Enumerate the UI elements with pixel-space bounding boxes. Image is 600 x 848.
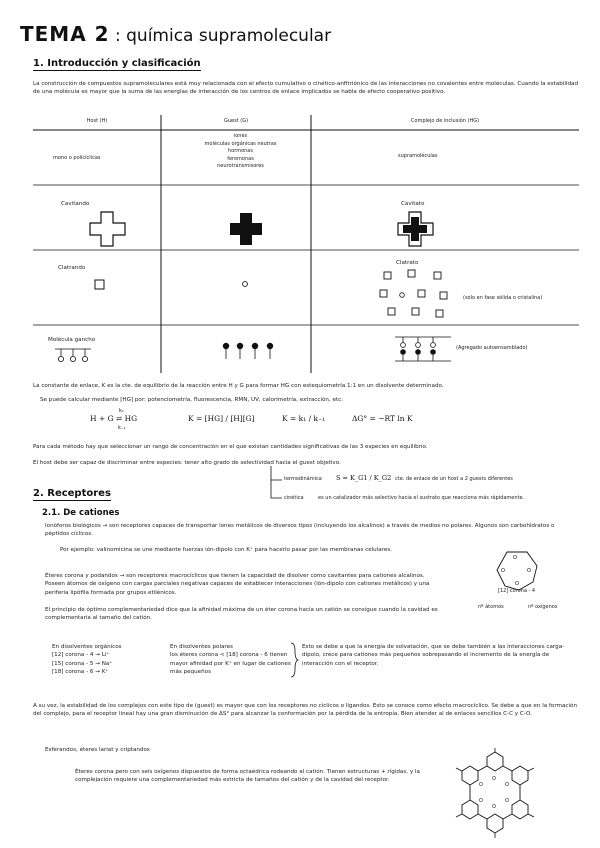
solvent-line: En disolventes orgánicos [52, 644, 122, 650]
title-tema: TEMA 2 [20, 22, 110, 46]
note-text-2: El host debe ser capaz de discriminar entre especies: tener alto grado de selectividad hacia el guest objetivo. [33, 460, 341, 466]
crown-principle-text: El principio de óptimo complementariedad dice que la afinidad máxima de un éter corona hacia un catión se consigue cuando la cavidad es complementaria al tamaño del catión. [45, 607, 438, 622]
equation-gibbs: ΔG° = −RT ln K [352, 414, 413, 423]
title-colon: : [114, 26, 121, 46]
polar-line: En disolventes polares [170, 644, 233, 650]
solvent-line: [18] corona - 6 → K⁺ [52, 669, 109, 676]
svg-text:O: O [479, 782, 483, 788]
crown-label: [12] corona - 4 [498, 588, 536, 594]
header-host: Host (H) [86, 118, 108, 124]
spherands-heading: Esferandos, éteres lariat y criptandos [45, 747, 150, 753]
header-complex: Complejo de inclusión (HG) [410, 118, 480, 124]
polar-solvent-block [170, 643, 291, 677]
selectivity-thermo-formula: S = K_G1 / K_G2 [336, 474, 392, 482]
ionophores-text: Ionóforos biológicos → son receptores capaces de transportar iones metálicos de diversos tipos (incluyendo los alcalinos) a través de medios no polares. Algunos son carbohidratos o péptidos cíclicos. [45, 523, 555, 538]
svg-text:O: O [479, 798, 483, 804]
row3-complex: Clatrato [396, 260, 419, 266]
guest-lollipops-icon [218, 341, 278, 363]
cavitand-cross-icon [88, 210, 128, 248]
svg-text:O: O [515, 581, 519, 587]
title-subtitle: química supramolecular [126, 26, 332, 46]
row2-complex: Cavitato [401, 201, 425, 207]
guest-item: iones [233, 133, 248, 139]
selectivity-kinetic-note: es un catalizador más selectivo hacia el sustrato que reacciona más rápidamente. [318, 495, 525, 501]
crown-ethers-text: Éteres corona y podandos → son receptores macrocíclicos que tienen la capacidad de disolver como cavitantes para cationes alcalinos. Poseen átomos de oxígeno con cargas parciales negativas capaces de establecer interacciones (ión-dipolo con cationes metálicos) y una periferia lipófila formada por grupos etilénicos. [45, 573, 430, 596]
section2-subheading: 2.1. De cationes [42, 508, 120, 518]
row4-note: (Agregado autoensamblado) [456, 345, 528, 351]
solvent-line: [15] corona - 5 → Na⁺ [52, 660, 113, 667]
svg-text:O: O [527, 568, 531, 574]
methods-text: Se puede calcular mediante [HG] por: potenciometría, fluorescencia, RMN, UV, calorimetría, extracción, etc. [40, 397, 344, 403]
row1-guests [183, 133, 298, 171]
guest-item: hormonas [228, 148, 253, 154]
constant-text: La constante de enlace, K es la cte. de equilibrio de la reacción entre H y G para formar HG con estequiometría 1:1 en un disolvente determinado. [33, 383, 444, 389]
guest-item: feromonas [227, 155, 254, 162]
row3-note: (sólo en fase sólida o cristalina) [463, 295, 543, 301]
row2-host: Cavitando [61, 201, 90, 207]
row3-host: Clatrando [58, 265, 86, 271]
guest-cross-icon [229, 212, 263, 246]
equation-k1: k₁ [119, 408, 124, 414]
row1-host: mono o policíclicas [53, 155, 101, 161]
clathrand-square-icon [94, 279, 106, 291]
section1-heading: 1. Introducción y clasificación [33, 58, 201, 69]
selectivity-kinetic-label: cinética [284, 495, 304, 501]
polar-line: más pequeños [170, 669, 211, 676]
polar-line: mayor afinidad por K⁺ en lugar de cationes [170, 660, 291, 667]
equation-k-1: k₋₁ [118, 425, 126, 431]
macrocyclic-effect-text: A su vez, la estabilidad de los complejos con este tipo de (guest) es mayor que con los receptores no cíclicos o ligandos. Esto se conoce como efecto macrocíclico. Se debe a que en la formación del complejo, para el receptor lineal hay una gran disminución de ΔS° para alcanzar la conformación por la pérdida de la entropía. Bien atender al de enlaces sencillos C-C y C-O. [33, 703, 578, 718]
svg-text:O: O [505, 782, 509, 788]
svg-text:O: O [505, 798, 509, 804]
svg-text:O: O [492, 776, 496, 782]
guest-item: moléculas orgánicas neutras [204, 140, 277, 147]
clathrate-lattice-icon [378, 268, 458, 320]
guest-item: neurotransmisores [217, 163, 264, 169]
svg-text:O: O [513, 555, 517, 561]
polar-explain: Esto se debe a que la energía de solvatación, que se debe también a las interacciones carga-dipolo, crece para cationes más pequeños sobrepasando el incremento de la energía de interacción con el receptor. [302, 644, 565, 667]
organic-solvent-block [52, 643, 122, 677]
hook-molecule-icon [53, 345, 93, 367]
self-assembly-icon [393, 331, 453, 367]
polar-line: los éteres corona < [18] corona - 6 tienen [170, 652, 288, 659]
svg-text:O: O [492, 804, 496, 810]
equation-k-ratio: K = k₁ / k₋₁ [282, 414, 326, 423]
header-guest: Guest (G) [223, 118, 249, 124]
equation-reaction: H + G ⇌ HG [90, 414, 138, 423]
selectivity-thermo-note: cte. de enlace de un host a 2 guests diferentes [395, 476, 513, 482]
section2-heading: 2. Receptores [33, 488, 111, 499]
ionophores-example: Por ejemplo: valinomicina se une mediante fuerzas ión-dipolo con K⁺ para hacerlo pasar por las membranas celulares. [60, 547, 393, 553]
solvent-line: [12] corona - 4 → Li⁺ [52, 652, 110, 659]
page-title [20, 22, 331, 46]
guest-small-circle-icon [241, 280, 249, 288]
selectivity-thermo-label: termodinámica [284, 476, 322, 482]
row1-complex: supramoléculas [398, 153, 438, 159]
brace-icon [290, 642, 298, 678]
cavitate-cross-icon [396, 210, 436, 248]
row4-host: Molécula gancho [48, 337, 96, 343]
section1-intro: La construcción de compuestos supramoleculares está muy relacionada con el efecto cumulativo o cinético-anfitriónico de las interacciones no covalentes entre moléculas. Cuando la estabilidad de una molécula es mayor que la suma de las energías de interacción de los centros de enlace implicados se habla de efecto cooperativo positivo. [33, 81, 579, 96]
spherand-structure-icon [450, 748, 540, 843]
svg-text:O: O [501, 568, 505, 574]
crown-atoms-label: nº átomos [478, 604, 504, 610]
note-text-1: Para cada método hay que seleccionar un rango de concentración en el que existan cantidades significativas de las 3 especies en equilibrio. [33, 444, 428, 450]
crown-oxygen-label: nº oxígenos [528, 604, 558, 610]
spherands-desc: Éteres corona pero con seis oxígenos dispuestos de forma octaédrica rodeando al catión. Tienen estructuras + rígidas, y la complejación requiere una complementariedad más estricta de tamaños del catión y de la cavidad del receptor. [75, 769, 420, 784]
classification-table [33, 115, 579, 373]
equation-k-definition: K = [HG] / [H][G] [188, 414, 255, 423]
